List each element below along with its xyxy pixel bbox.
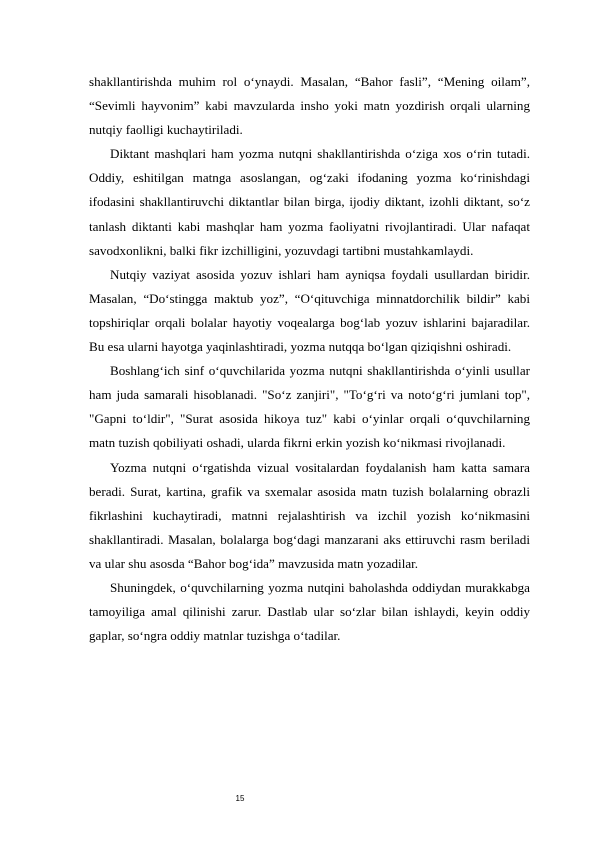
paragraph-visual-aids: Yozma nutqni o‘rgatishda vizual vositalardan foydalanish ham katta samara beradi. Surat, kartina, grafik va sxemalar asosida matn tuzish bolalarning obrazli fikrlashini kuchaytiradi, matnni rejalashtirish va izchil yozish ko‘nikmasini shakllantiradi. Masalan, bolalarga bog‘dagi manzarani aks ettiruvchi rasm beriladi va ular shu asosda “Bahor bog‘ida” mavzusida matn yozadilar. [89, 459, 530, 571]
document-body [89, 70, 530, 648]
paragraph-continuation: shakllantirishda muhim rol o‘ynaydi. Masalan, “Bahor fasli”, “Mening oilam”, “Sevimli hayvonim” kabi mavzularda insho yoki matn yozdirish orqali ularning nutqiy faolligi kuchaytiriladi. [89, 74, 530, 138]
paragraph-game-methods: Boshlang‘ich sinf o‘quvchilarida yozma nutqni shakllantirishda o‘yinli usullar ham juda samarali hisoblanadi. "So‘z zanjiri", "To‘g‘ri va noto‘g‘ri jumlani top", "Gapni to‘ldir", "Surat asosida hikoya tuz" kabi o‘yinlar orqali o‘quvchilarning matn tuzish qobiliyati oshadi, ularda fikrni erkin yozish ko‘nikmasi rivojlanadi. [89, 363, 530, 451]
paragraph-speech-situation: Nutqiy vaziyat asosida yozuv ishlari ham ayniqsa foydali usullardan biridir. Masalan, “Do‘stingga maktub yoz”, “O‘qituvchiga minnatdorchilik bildir” kabi topshiriqlar orqali bolalar hayotiy voqealarga bog‘lab yozuv ishlarini bajaradilar. Bu esa ularni hayotga yaqinlashtiradi, yozma nutqqa bo‘lgan qiziqishni oshiradi. [89, 266, 530, 355]
paragraph-dictation-exercises: Diktant mashqlari ham yozma nutqni shakllantirishda o‘ziga xos o‘rin tutadi. Oddiy, eshitilgan matnga asoslangan, og‘zaki ifodaning yozma ko‘rinishdagi ifodasini shakllantiruvchi diktantlar bilan birga, ijodiy diktant, izohli diktant, so‘z tanlash diktanti kabi mashqlar ham yozma faoliyatni rivojlantiradi. Ular nafaqat savodxonlikni, balki fikr izchilligini, yozuvdagi tartibni mustahkamlaydi. [89, 146, 530, 258]
page-number: 15 [235, 794, 245, 803]
paragraph-assessment: Shuningdek, o‘quvchilarning yozma nutqini baholashda oddiydan murakkabga tamoyiliga amal qilinishi zarur. Dastlab ular so‘zlar bilan ishlaydi, keyin oddiy gaplar, so‘ngra oddiy matnlar tuzishga o‘tadilar. [89, 579, 530, 644]
